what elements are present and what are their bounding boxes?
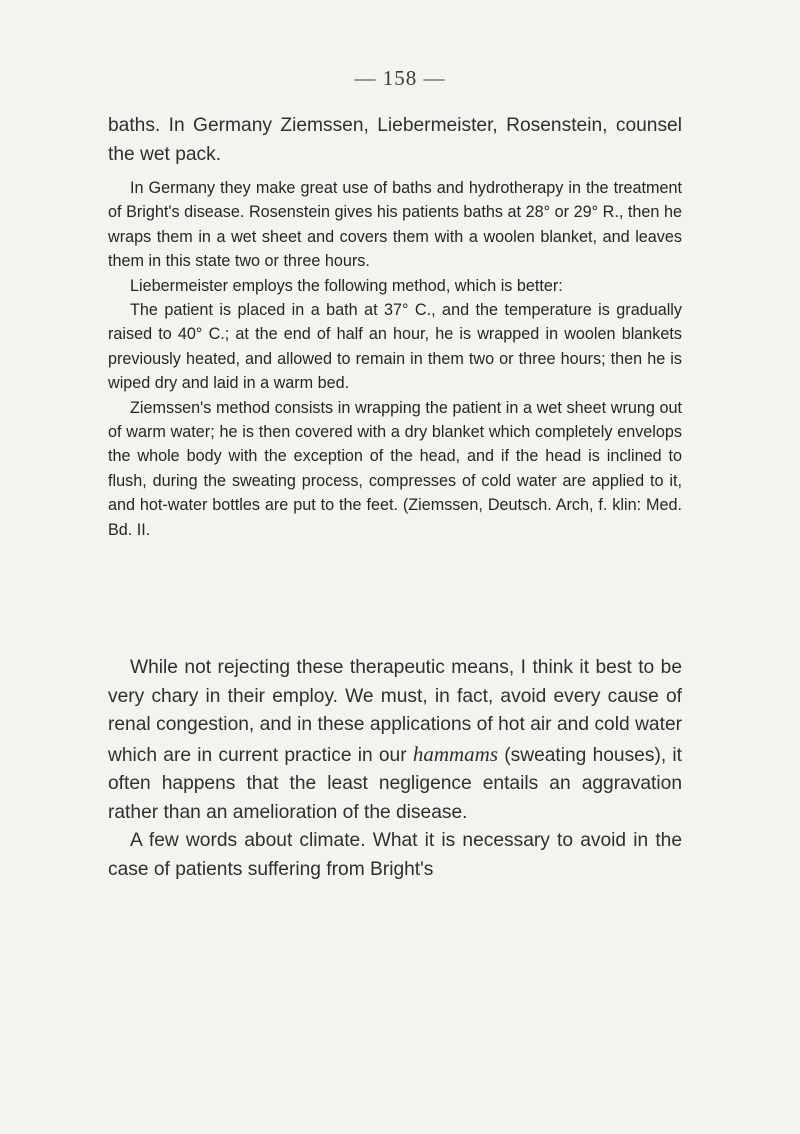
paragraph-liebermeister: Liebermeister employs the following method, which is better: bbox=[130, 276, 563, 295]
small-text-block bbox=[108, 176, 682, 542]
intro-text-block bbox=[108, 112, 682, 169]
page-number: — 158 — bbox=[354, 66, 446, 90]
paragraph-therapeutic bbox=[108, 654, 682, 827]
paragraph-therapeutic-part1: While not rejecting these therapeutic means, I think it best to be very chary in their employ. We must, in fact, avoid every cause of renal congestion, and in these applications of hot air and cold water which are in current practice in our bbox=[108, 657, 682, 766]
paragraph-climate: A few words about climate. What it is necessary to avoid in the case of patients suffering from Bright's bbox=[108, 830, 682, 880]
paragraph-ziemssen: Ziemssen's method consists in wrapping the patient in a wet sheet wrung out of warm water; he is then covered with a dry blanket which completely envelops the whole body with the exception of the head, and if the head is inclined to flush, during the sweating process, compresses of cold water are applied to it, and hot-water bottles are put to the feet. (Ziemssen, Deutsch. Arch, f. klin: Med. Bd. II. bbox=[108, 398, 682, 539]
paragraph-intro: baths. In Germany Ziemssen, Liebermeister, Rosenstein, counsel the wet pack. bbox=[108, 115, 682, 165]
paragraph-method: The patient is placed in a bath at 37° C., and the temperature is gradually raised to 40° C.; at the end of half an hour, he is wrapped in woolen blankets previously heated, and allowed to remain in them two or three hours; then he is wiped dry and laid in a warm bed. bbox=[108, 301, 682, 393]
paragraph-therapeutic-part2: (sweating houses), it often happens that the least negligence entails an aggravation rather than an amelioration of the disease. bbox=[108, 744, 682, 823]
paragraph-hydrotherapy: In Germany they make great use of baths and hydrotherapy in the treatment of Bright's disease. Rosenstein gives his patients baths at 28° or 29° R., then he wraps them in a wet sheet and covers them with a woolen blanket, and leaves them in this state two or three hours. bbox=[108, 179, 682, 271]
hammams-italic: hammams bbox=[412, 741, 499, 766]
large-text-block bbox=[108, 654, 682, 884]
